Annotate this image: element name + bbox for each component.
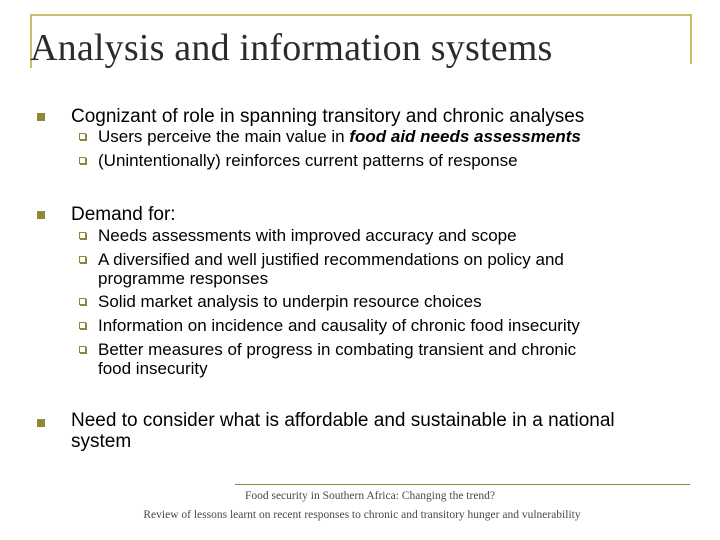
bullet-1-text: Cognizant of role in spanning transitory and chronic analyses (71, 106, 585, 127)
bullet-2-sub-5-line-1: Better measures of progress in combating transient and chronic (98, 340, 577, 359)
bullet-3-line-2: system (71, 431, 132, 452)
title-frame-top-rule (30, 14, 692, 16)
sub-bullet-marker (79, 133, 86, 140)
bullet-2-sub-2-line-2: programme responses (98, 269, 269, 288)
sub-bullet-marker (79, 298, 86, 305)
bullet-2-sub-1: Needs assessments with improved accuracy and scope (98, 226, 517, 245)
title-frame-right-rule (690, 14, 692, 64)
bullet-1-sub-2: (Unintentionally) reinforces current patterns of response (98, 151, 518, 170)
sub-bullet-marker (79, 322, 86, 329)
bullet-2-sub-3: Solid market analysis to underpin resource choices (98, 292, 482, 311)
footer-line-1: Food security in Southern Africa: Changing the trend? (244, 490, 496, 502)
bullet-marker (37, 211, 45, 219)
bullet-marker (37, 419, 45, 427)
sub-bullet-marker (79, 232, 86, 239)
bullet-1-sub-1: Users perceive the main value in food aid needs assessments (98, 127, 581, 146)
slide-title: Analysis and information systems (30, 27, 553, 69)
footer-line-2: Review of lessons learnt on recent responses to chronic and transitory hunger and vulnerability (143, 509, 581, 521)
sub-bullet-marker (79, 256, 86, 263)
sub-bullet-marker (79, 346, 86, 353)
emphasis-text: food aid needs assessments (349, 127, 581, 146)
footer-rule (235, 484, 690, 485)
bullet-2-sub-4: Information on incidence and causality of chronic food insecurity (98, 316, 580, 335)
bullet-2-sub-2-line-1: A diversified and well justified recommendations on policy and (98, 250, 564, 269)
bullet-2-sub-5-line-2: food insecurity (98, 359, 208, 378)
bullet-marker (37, 113, 45, 121)
sub-bullet-marker (79, 157, 86, 164)
bullet-3-line-1: Need to consider what is affordable and sustainable in a national (71, 410, 615, 431)
bullet-2-text: Demand for: (71, 204, 176, 225)
